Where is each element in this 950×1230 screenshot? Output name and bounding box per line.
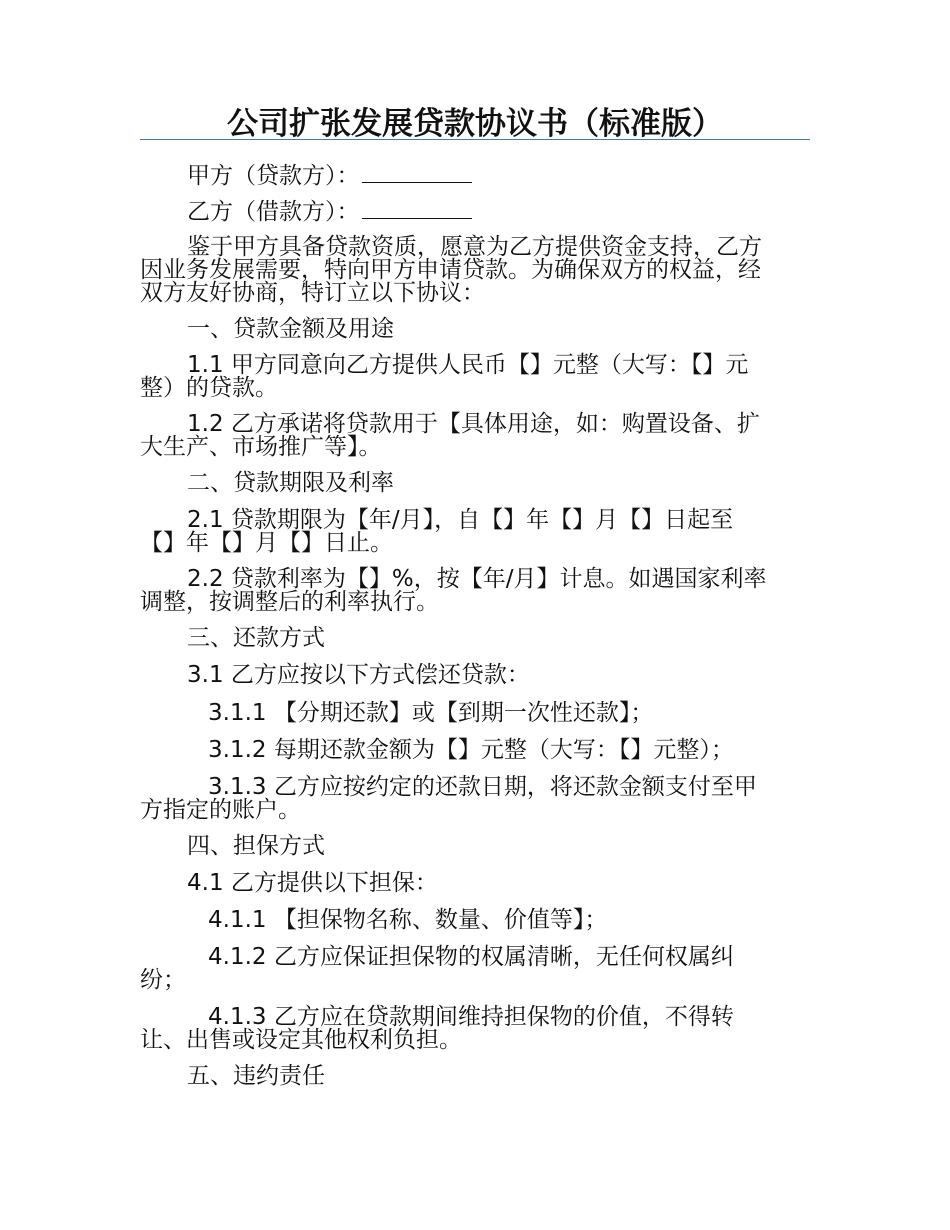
clause-3-1-3-line-1: 3.1.3 乙方应按约定的还款日期，将还款金额支付至甲	[208, 774, 757, 800]
clause-3-1-2: 3.1.2 每期还款金额为【】元整（大写：【】元整）；	[208, 737, 734, 763]
clause-4-1-2-line-2: 纷；	[140, 967, 186, 993]
clause-1-1-line-2: 整）的贷款。	[140, 375, 278, 401]
section-3-heading: 三、还款方式	[187, 625, 325, 651]
section-1-heading: 一、贷款金额及用途	[187, 316, 394, 342]
party-a-label: 甲方（贷款方）：	[187, 163, 360, 189]
clause-4-1-3-line-2: 让、出售或设定其他权利负担。	[140, 1027, 462, 1053]
clause-4-1-1: 4.1.1 【担保物名称、数量、价值等】；	[208, 907, 608, 933]
preamble-line-1: 鉴于甲方具备贷款资质，愿意为乙方提供资金支持，乙方	[187, 234, 762, 260]
clause-2-1-line-2: 【】年【】月【】日止。	[140, 530, 393, 556]
party-b-line	[187, 198, 472, 225]
clause-2-2-line-2: 调整，按调整后的利率执行。	[140, 589, 439, 615]
section-2-heading: 二、贷款期限及利率	[187, 470, 394, 496]
party-a-blank	[362, 162, 472, 183]
section-5-heading: 五、违约责任	[187, 1063, 325, 1089]
preamble-line-3: 双方友好协商，特订立以下协议：	[140, 280, 485, 306]
party-b-blank	[362, 198, 472, 219]
party-a-line	[187, 162, 472, 189]
clause-1-2-line-1: 1.2 乙方承诺将贷款用于【具体用途，如：购置设备、扩	[187, 411, 760, 437]
clause-3-1-1: 3.1.1 【分期还款】或【到期一次性还款】；	[208, 700, 654, 726]
clause-2-2-line-1: 2.2 贷款利率为【】%，按【年/月】计息。如遇国家利率	[187, 566, 767, 592]
clause-1-1-line-1: 1.1 甲方同意向乙方提供人民币【】元整（大写：【】元	[187, 352, 749, 378]
clause-2-1-line-1: 2.1 贷款期限为【年/月】，自【】年【】月【】日起至	[187, 507, 734, 533]
preamble-line-2: 因业务发展需要，特向甲方申请贷款。为确保双方的权益，经	[140, 257, 761, 283]
document-title: 公司扩张发展贷款协议书（标准版）	[227, 106, 723, 142]
clause-3-1: 3.1 乙方应按以下方式偿还贷款：	[187, 662, 530, 688]
clause-1-2-line-2: 大生产、市场推广等】。	[140, 434, 382, 460]
clause-4-1: 4.1 乙方提供以下担保：	[187, 870, 438, 896]
clause-4-1-3-line-1: 4.1.3 乙方应在贷款期间维持担保物的价值，不得转	[208, 1004, 734, 1030]
title-underline	[140, 139, 810, 140]
clause-3-1-3-line-2: 方指定的账户。	[140, 797, 301, 823]
section-4-heading: 四、担保方式	[187, 833, 325, 859]
party-b-label: 乙方（借款方）：	[187, 199, 360, 225]
clause-4-1-2-line-1: 4.1.2 乙方应保证担保物的权属清晰，无任何权属纠	[208, 944, 734, 970]
